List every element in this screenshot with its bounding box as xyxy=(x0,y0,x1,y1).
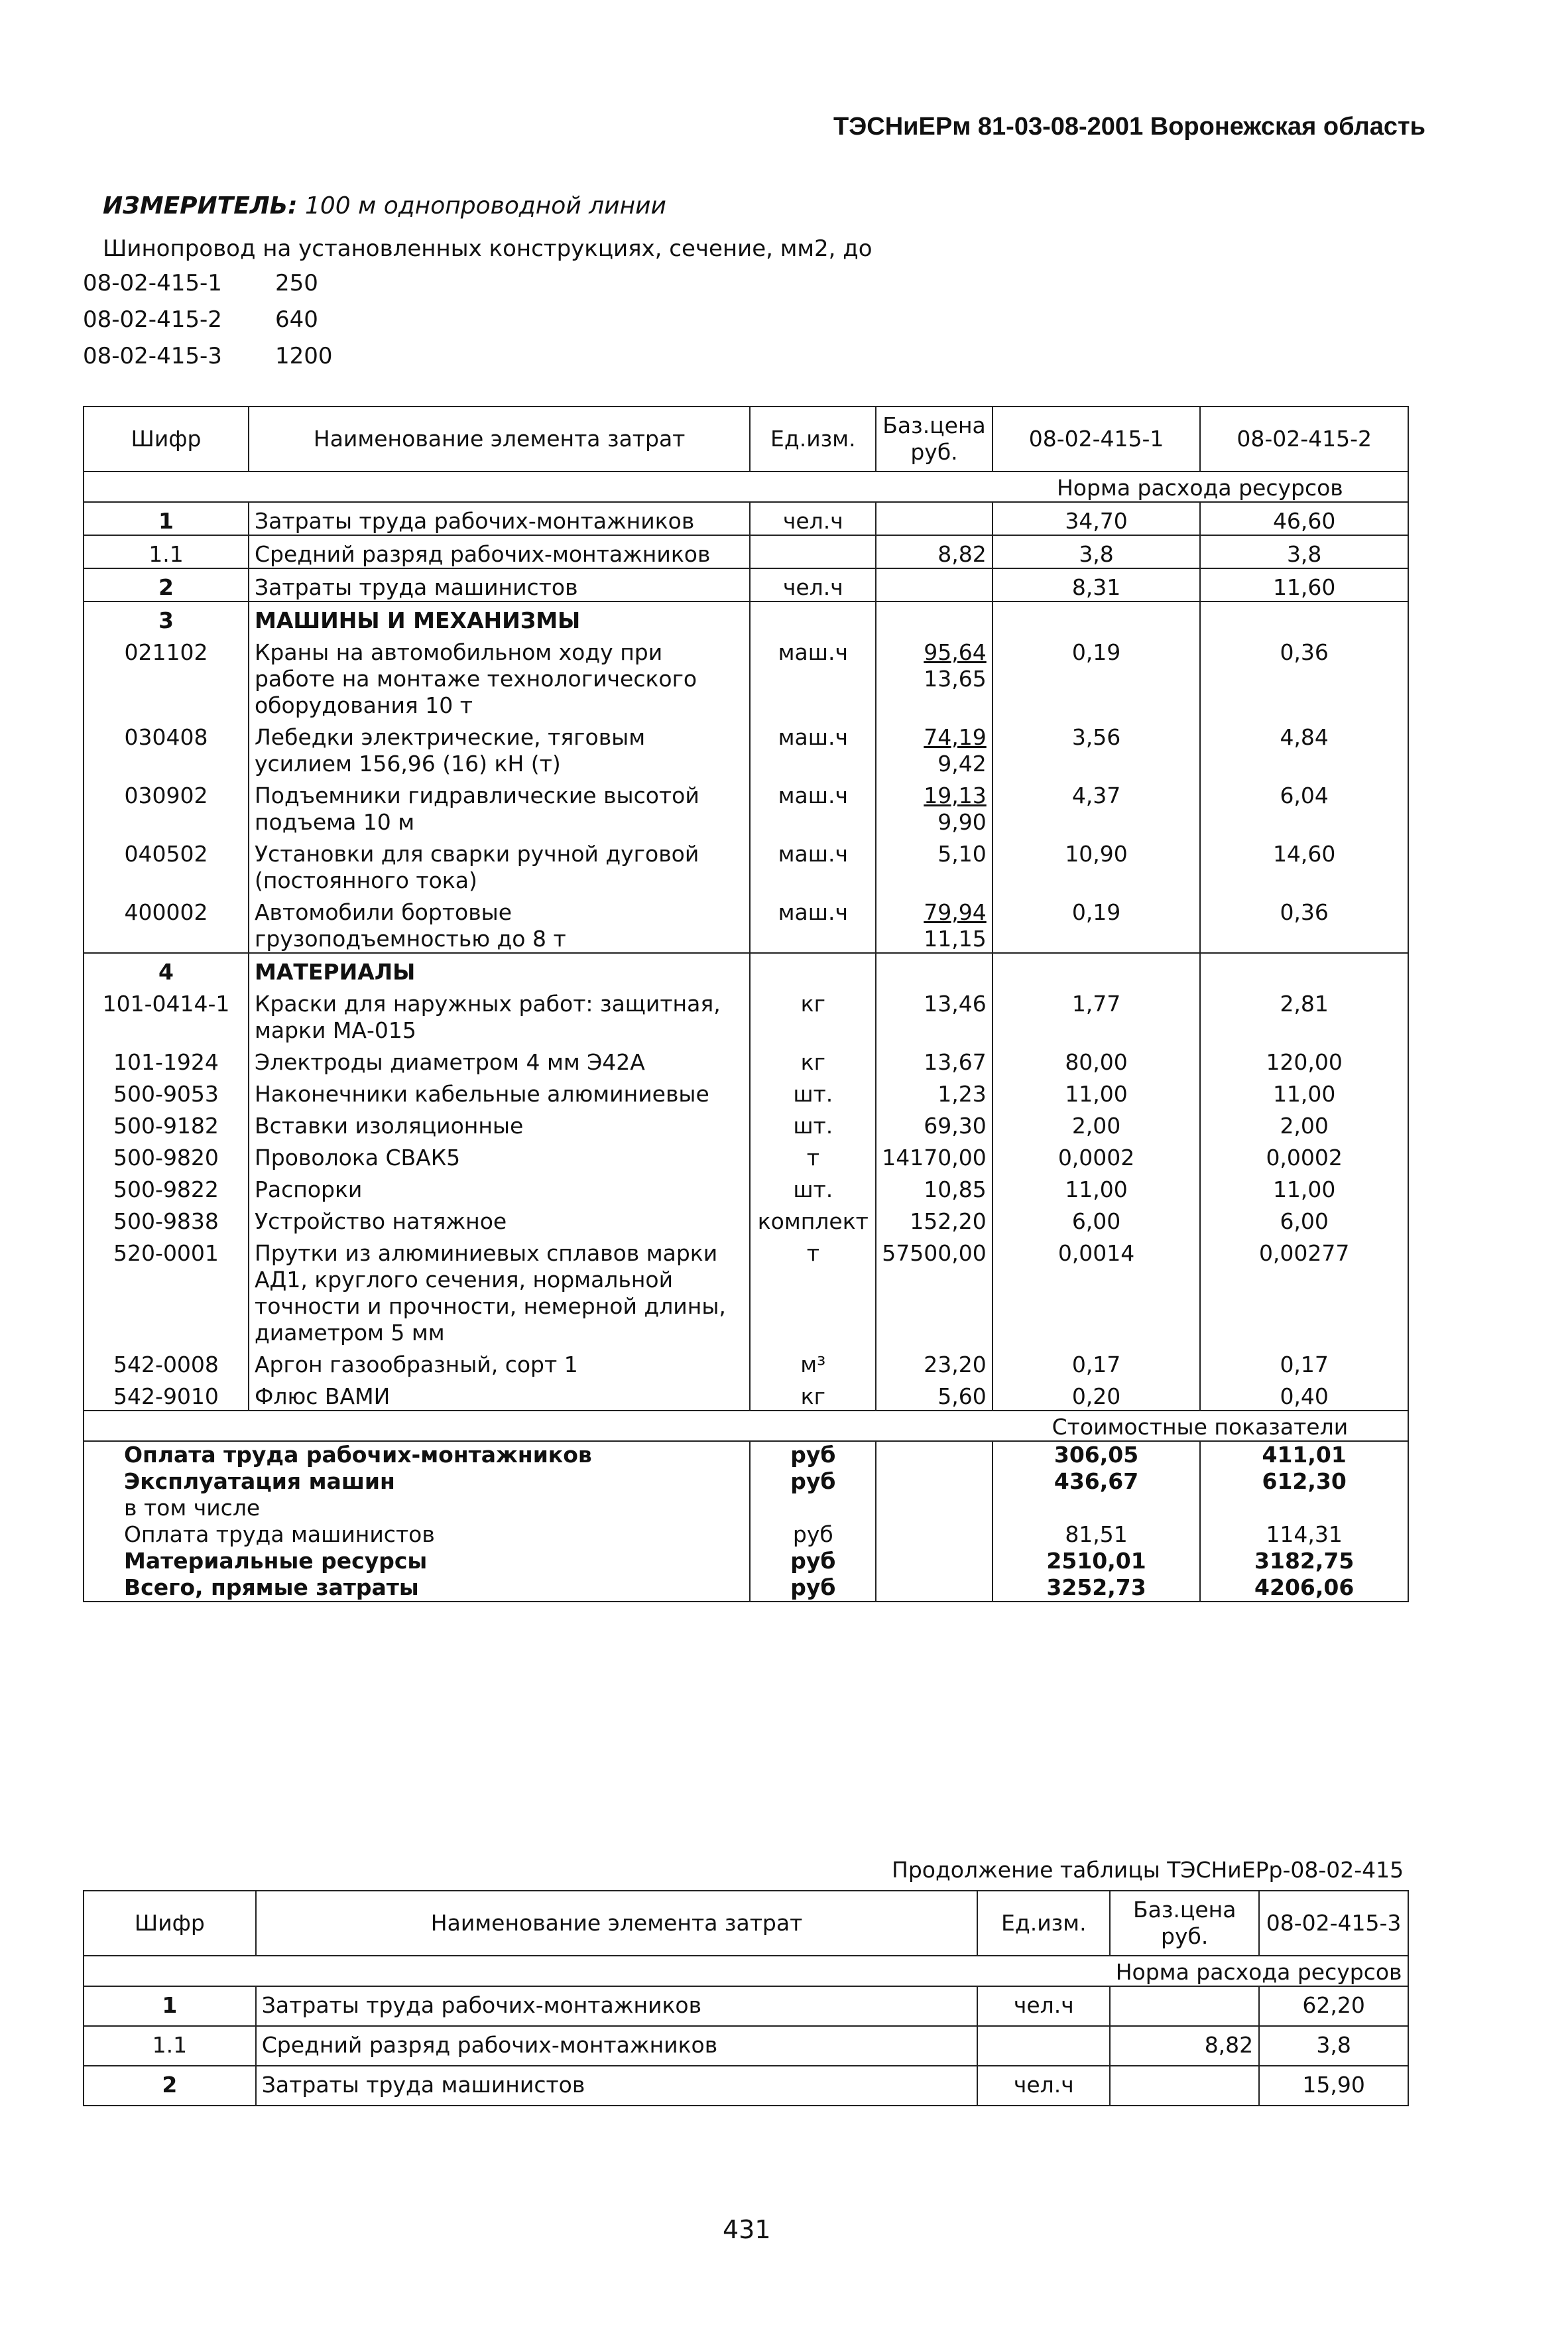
row-code: 1 xyxy=(84,502,249,535)
cost-value-2: 4206,06 xyxy=(1200,1574,1408,1602)
row-value-2: 46,60 xyxy=(1200,502,1408,535)
cost-name: в том числе xyxy=(84,1495,750,1521)
row-price xyxy=(876,1203,992,1235)
row-value-2: 14,60 xyxy=(1200,836,1408,894)
row-unit: шт. xyxy=(750,1171,876,1203)
row-code: 500-9822 xyxy=(84,1171,249,1203)
variant-value: 1200 xyxy=(275,343,333,369)
price-value: 5,60 xyxy=(937,1383,987,1409)
row-code: 030902 xyxy=(84,777,249,836)
row-price xyxy=(876,502,992,535)
row-unit: т xyxy=(750,1235,876,1346)
row-unit: комплект xyxy=(750,1203,876,1235)
row-code: 040502 xyxy=(84,836,249,894)
resource-table-1 xyxy=(83,406,1409,1602)
row-price xyxy=(876,1139,992,1171)
cost-row xyxy=(84,1521,1408,1548)
row-code: 1.1 xyxy=(84,2026,256,2066)
row-price: 8,82 xyxy=(1110,2026,1259,2066)
table-row xyxy=(84,1203,1408,1235)
row-value-1: 8,31 xyxy=(993,568,1201,602)
row-value-2: 4,84 xyxy=(1200,719,1408,777)
table-row xyxy=(84,568,1408,602)
cost-value-1: 306,05 xyxy=(993,1441,1201,1468)
row-unit: т xyxy=(750,1139,876,1171)
row-code: 101-0414-1 xyxy=(84,985,249,1044)
cost-label: Стоимостные показатели xyxy=(993,1411,1408,1441)
row-price xyxy=(876,894,992,953)
cost-value-2: 612,30 xyxy=(1200,1468,1408,1495)
row-name: Затраты труда рабочих-монтажников xyxy=(249,502,750,535)
cost-value-2: 411,01 xyxy=(1200,1441,1408,1468)
header-price: Баз.цена руб. xyxy=(1110,1891,1259,1956)
header-col-2: 08-02-415-2 xyxy=(1200,407,1408,472)
table-header-row xyxy=(84,1891,1408,1956)
table-row xyxy=(84,1378,1408,1411)
price-value: 13,67 xyxy=(924,1049,987,1075)
row-unit: маш.ч xyxy=(750,836,876,894)
cost-value-1 xyxy=(993,1495,1201,1521)
table-row xyxy=(84,1108,1408,1139)
row-value-2: 0,36 xyxy=(1200,634,1408,719)
row-unit: маш.ч xyxy=(750,894,876,953)
norm-label: Норма расхода ресурсов xyxy=(1110,1956,1408,1986)
row-name: Проволока СВАК5 xyxy=(249,1139,750,1171)
table-row xyxy=(84,985,1408,1044)
row-price xyxy=(876,836,992,894)
cost-row xyxy=(84,1441,1408,1468)
empty xyxy=(993,953,1201,985)
norm-row xyxy=(84,1956,1408,1986)
cost-unit: руб xyxy=(750,1548,876,1574)
row-name: Средний разряд рабочих-монтажников xyxy=(256,2026,978,2066)
empty xyxy=(876,1548,992,1574)
cost-value-1: 3252,73 xyxy=(993,1574,1201,1602)
row-code: 2 xyxy=(84,2066,256,2106)
price-secondary: 9,90 xyxy=(937,809,987,835)
row-name: Подъемники гидравлические высотой подъема 10 м xyxy=(249,777,750,836)
cost-value-2: 114,31 xyxy=(1200,1521,1408,1548)
price-value: 10,85 xyxy=(924,1176,987,1202)
section-title: МАШИНЫ И МЕХАНИЗМЫ xyxy=(249,602,750,634)
row-code: 2 xyxy=(84,568,249,602)
row-code: 542-0008 xyxy=(84,1346,249,1378)
empty xyxy=(1200,602,1408,634)
row-price xyxy=(1110,2066,1259,2106)
cost-name: Оплата труда машинистов xyxy=(84,1521,750,1548)
row-value-3: 15,90 xyxy=(1259,2066,1408,2106)
price-value: 74,19 xyxy=(924,724,987,750)
row-price xyxy=(876,634,992,719)
norm-spacer xyxy=(84,1956,1110,1986)
cost-unit: руб xyxy=(750,1468,876,1495)
row-name: Лебедки электрические, тяговым усилием 156,96 (16) кН (т) xyxy=(249,719,750,777)
row-price xyxy=(876,1076,992,1108)
row-name: Установки для сварки ручной дуговой (постоянного тока) xyxy=(249,836,750,894)
row-value-2: 2,00 xyxy=(1200,1108,1408,1139)
row-value-1: 0,0014 xyxy=(993,1235,1201,1346)
row-value-1: 0,0002 xyxy=(993,1139,1201,1171)
row-unit: кг xyxy=(750,985,876,1044)
price-secondary: 11,15 xyxy=(924,926,987,952)
row-price xyxy=(876,777,992,836)
price-value: 23,20 xyxy=(924,1352,987,1377)
row-value-3: 3,8 xyxy=(1259,2026,1408,2066)
row-value-2: 0,17 xyxy=(1200,1346,1408,1378)
header-unit: Ед.изм. xyxy=(977,1891,1110,1956)
table-row xyxy=(84,1235,1408,1346)
row-unit: маш.ч xyxy=(750,777,876,836)
meter-label: ИЗМЕРИТЕЛЬ: xyxy=(103,192,298,220)
header-unit: Ед.изм. xyxy=(750,407,876,472)
cost-value-1: 81,51 xyxy=(993,1521,1201,1548)
cost-row xyxy=(84,1574,1408,1602)
row-name: Затраты труда рабочих-монтажников xyxy=(256,1986,978,2026)
row-code: 500-9053 xyxy=(84,1076,249,1108)
variant-value: 640 xyxy=(275,306,318,333)
row-price xyxy=(876,1235,992,1346)
row-unit: кг xyxy=(750,1378,876,1411)
row-code: 030408 xyxy=(84,719,249,777)
cost-value-1: 2510,01 xyxy=(993,1548,1201,1574)
table-row xyxy=(84,1346,1408,1378)
table-row xyxy=(84,535,1408,568)
row-value-1: 0,19 xyxy=(993,894,1201,953)
row-unit: чел.ч xyxy=(750,502,876,535)
table-row xyxy=(84,2026,1408,2066)
price-value: 152,20 xyxy=(910,1208,987,1234)
row-price xyxy=(876,985,992,1044)
empty xyxy=(876,1495,992,1521)
row-code: 500-9182 xyxy=(84,1108,249,1139)
header-code: Шифр xyxy=(84,407,249,472)
row-code: 500-9838 xyxy=(84,1203,249,1235)
price-value: 57500,00 xyxy=(882,1240,987,1266)
row-value-2: 120,00 xyxy=(1200,1044,1408,1076)
row-unit: чел.ч xyxy=(977,2066,1110,2106)
table-row xyxy=(84,719,1408,777)
row-name: Затраты труда машинистов xyxy=(249,568,750,602)
variant-row xyxy=(83,302,333,338)
row-name: Устройство натяжное xyxy=(249,1203,750,1235)
row-name: Флюс ВАМИ xyxy=(249,1378,750,1411)
empty xyxy=(876,1574,992,1602)
row-value-1: 1,77 xyxy=(993,985,1201,1044)
cost-label-row xyxy=(84,1411,1408,1441)
row-value-2: 0,36 xyxy=(1200,894,1408,953)
header-name: Наименование элемента затрат xyxy=(249,407,750,472)
row-unit: маш.ч xyxy=(750,719,876,777)
row-value-3: 62,20 xyxy=(1259,1986,1408,2026)
row-value-1: 10,90 xyxy=(993,836,1201,894)
empty xyxy=(750,602,876,634)
row-unit: чел.ч xyxy=(977,1986,1110,2026)
row-name: Электроды диаметром 4 мм Э42А xyxy=(249,1044,750,1076)
row-code: 021102 xyxy=(84,634,249,719)
row-value-2: 2,81 xyxy=(1200,985,1408,1044)
row-code: 520-0001 xyxy=(84,1235,249,1346)
empty xyxy=(876,1521,992,1548)
row-value-1: 11,00 xyxy=(993,1171,1201,1203)
row-value-2: 6,04 xyxy=(1200,777,1408,836)
cost-row xyxy=(84,1495,1408,1521)
row-value-1: 2,00 xyxy=(993,1108,1201,1139)
row-price xyxy=(876,535,992,568)
row-value-1: 0,20 xyxy=(993,1378,1201,1411)
cost-unit xyxy=(750,1495,876,1521)
row-value-2: 11,60 xyxy=(1200,568,1408,602)
empty xyxy=(750,953,876,985)
work-description: Шинопровод на установленных конструкциях, сечение, мм2, до xyxy=(103,235,873,262)
row-unit: шт. xyxy=(750,1076,876,1108)
table-row xyxy=(84,1986,1408,2026)
variant-code: 08-02-415-1 xyxy=(83,270,222,296)
table-row xyxy=(84,634,1408,719)
table-row xyxy=(84,2066,1408,2106)
table-row xyxy=(84,502,1408,535)
row-value-1: 4,37 xyxy=(993,777,1201,836)
row-price xyxy=(1110,1986,1259,2026)
row-price xyxy=(876,568,992,602)
price-value: 95,64 xyxy=(924,639,987,665)
table-row xyxy=(84,894,1408,953)
meter-line xyxy=(103,192,666,220)
row-unit: кг xyxy=(750,1044,876,1076)
section-title: МАТЕРИАЛЫ xyxy=(249,953,750,985)
row-value-2: 3,8 xyxy=(1200,535,1408,568)
header-name: Наименование элемента затрат xyxy=(256,1891,978,1956)
meter-value: 100 м однопроводной линии xyxy=(304,192,666,220)
row-price xyxy=(876,1044,992,1076)
row-value-1: 3,56 xyxy=(993,719,1201,777)
row-value-1: 0,17 xyxy=(993,1346,1201,1378)
row-code: 101-1924 xyxy=(84,1044,249,1076)
section-row xyxy=(84,602,1408,634)
variant-code: 08-02-415-3 xyxy=(83,343,222,369)
row-value-1: 34,70 xyxy=(993,502,1201,535)
variant-code: 08-02-415-2 xyxy=(83,306,222,333)
table-header-row xyxy=(84,407,1408,472)
table-row xyxy=(84,1044,1408,1076)
row-unit: чел.ч xyxy=(750,568,876,602)
empty xyxy=(876,602,992,634)
row-price xyxy=(876,1346,992,1378)
price-secondary: 9,42 xyxy=(937,751,987,777)
cost-value-2 xyxy=(1200,1495,1408,1521)
row-value-1: 80,00 xyxy=(993,1044,1201,1076)
section-row xyxy=(84,953,1408,985)
row-unit: м³ xyxy=(750,1346,876,1378)
variant-row xyxy=(83,338,333,375)
header-price: Баз.цена руб. xyxy=(876,407,992,472)
header-code: Шифр xyxy=(84,1891,256,1956)
row-code: 500-9820 xyxy=(84,1139,249,1171)
row-value-2: 11,00 xyxy=(1200,1076,1408,1108)
row-unit: маш.ч xyxy=(750,634,876,719)
cost-value-1: 436,67 xyxy=(993,1468,1201,1495)
resource-table-2 xyxy=(83,1890,1409,2106)
row-value-1: 6,00 xyxy=(993,1203,1201,1235)
section-code: 4 xyxy=(84,953,249,985)
price-value: 8,82 xyxy=(937,541,987,567)
empty xyxy=(876,953,992,985)
row-name: Распорки xyxy=(249,1171,750,1203)
price-value: 5,10 xyxy=(937,841,987,867)
row-price xyxy=(876,719,992,777)
price-value: 1,23 xyxy=(937,1081,987,1107)
cost-name: Эксплуатация машин xyxy=(84,1468,750,1495)
row-value-2: 6,00 xyxy=(1200,1203,1408,1235)
table-row xyxy=(84,777,1408,836)
cost-row xyxy=(84,1468,1408,1495)
cost-unit: руб xyxy=(750,1574,876,1602)
row-name: Автомобили бортовые грузоподъемностью до 8 т xyxy=(249,894,750,953)
row-name: Наконечники кабельные алюминиевые xyxy=(249,1076,750,1108)
empty xyxy=(876,1441,992,1468)
table-row xyxy=(84,1139,1408,1171)
variant-row xyxy=(83,265,333,302)
price-value: 69,30 xyxy=(924,1113,987,1139)
empty xyxy=(876,1468,992,1495)
row-value-2: 11,00 xyxy=(1200,1171,1408,1203)
variant-value: 250 xyxy=(275,270,318,296)
row-price xyxy=(876,1171,992,1203)
empty xyxy=(1200,953,1408,985)
row-code: 400002 xyxy=(84,894,249,953)
row-value-1: 3,8 xyxy=(993,535,1201,568)
header-col-3: 08-02-415-3 xyxy=(1259,1891,1408,1956)
row-name: Краски для наружных работ: защитная, марки МА-015 xyxy=(249,985,750,1044)
row-value-1: 0,19 xyxy=(993,634,1201,719)
norm-row xyxy=(84,472,1408,502)
cost-name: Всего, прямые затраты xyxy=(84,1574,750,1602)
section-code: 3 xyxy=(84,602,249,634)
page-number: 431 xyxy=(723,2215,771,2244)
row-name: Аргон газообразный, сорт 1 xyxy=(249,1346,750,1378)
continuation-caption: Продолжение таблицы ТЭСНиЕРр-08-02-415 xyxy=(892,1857,1404,1883)
row-name: Средний разряд рабочих-монтажников xyxy=(249,535,750,568)
row-unit xyxy=(750,535,876,568)
row-price xyxy=(876,1108,992,1139)
row-price xyxy=(876,1378,992,1411)
row-value-1: 11,00 xyxy=(993,1076,1201,1108)
row-value-2: 0,00277 xyxy=(1200,1235,1408,1346)
row-code: 1.1 xyxy=(84,535,249,568)
row-name: Прутки из алюминиевых сплавов марки АД1, круглого сечения, нормальной точности и прочности, немерной длины, диаметром 5 мм xyxy=(249,1235,750,1346)
empty xyxy=(993,602,1201,634)
header-col-1: 08-02-415-1 xyxy=(993,407,1201,472)
cost-value-2: 3182,75 xyxy=(1200,1548,1408,1574)
row-code: 542-9010 xyxy=(84,1378,249,1411)
row-name: Краны на автомобильном ходу при работе на монтаже технологического оборудования 10 т xyxy=(249,634,750,719)
price-value: 19,13 xyxy=(924,783,987,808)
cost-spacer xyxy=(84,1411,993,1441)
cost-unit: руб xyxy=(750,1521,876,1548)
table-row xyxy=(84,1076,1408,1108)
row-code: 1 xyxy=(84,1986,256,2026)
row-name: Затраты труда машинистов xyxy=(256,2066,978,2106)
row-value-2: 0,40 xyxy=(1200,1378,1408,1411)
row-value-2: 0,0002 xyxy=(1200,1139,1408,1171)
row-name: Вставки изоляционные xyxy=(249,1108,750,1139)
price-value: 13,46 xyxy=(924,991,987,1017)
cost-name: Материальные ресурсы xyxy=(84,1548,750,1574)
document-header: ТЭСНиЕРм 81-03-08-2001 Воронежская область xyxy=(833,113,1425,141)
table-row xyxy=(84,1171,1408,1203)
row-unit: шт. xyxy=(750,1108,876,1139)
norm-label: Норма расхода ресурсов xyxy=(993,472,1408,502)
price-value: 14170,00 xyxy=(882,1145,987,1171)
cost-unit: руб xyxy=(750,1441,876,1468)
norm-spacer xyxy=(84,472,993,502)
table-row xyxy=(84,836,1408,894)
price-value: 79,94 xyxy=(924,899,987,925)
cost-row xyxy=(84,1548,1408,1574)
variant-list xyxy=(83,265,333,375)
price-secondary: 13,65 xyxy=(924,666,987,692)
row-unit xyxy=(977,2026,1110,2066)
cost-name: Оплата труда рабочих-монтажников xyxy=(84,1441,750,1468)
